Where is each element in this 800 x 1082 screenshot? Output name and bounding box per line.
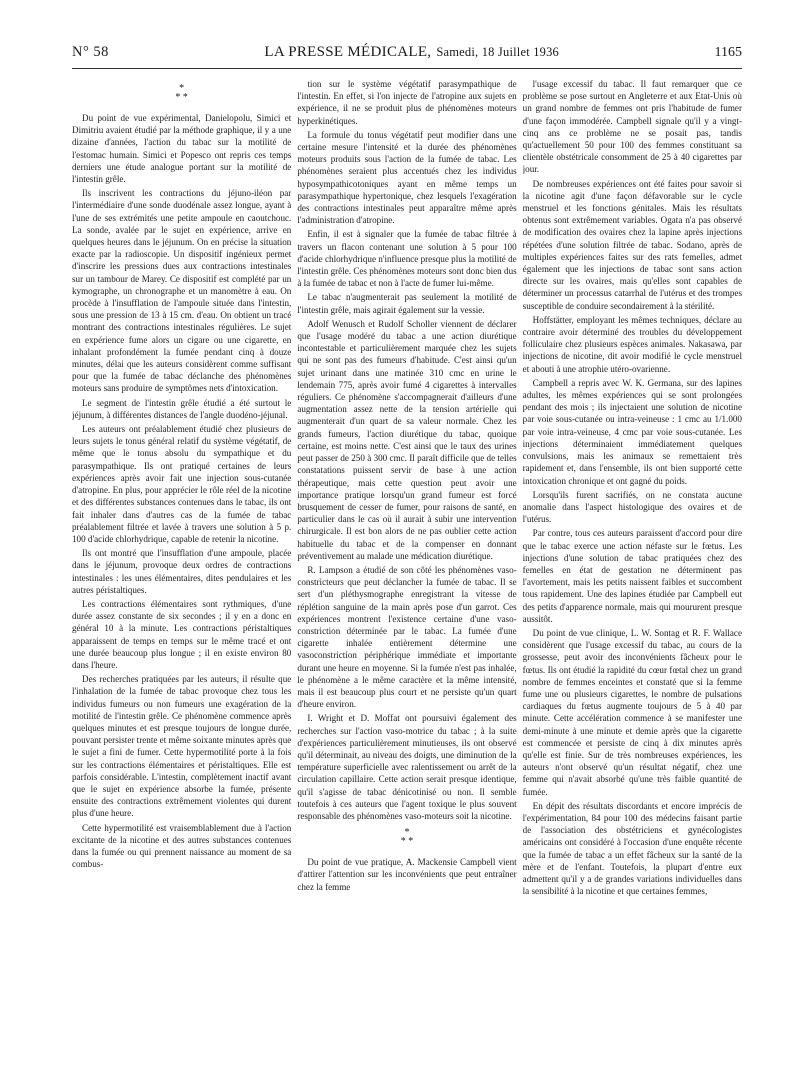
paragraph: Le tabac n'augmenterait pas seulement la motilité de l'intestin grêle, mais agirait également sur la vessie. (297, 292, 517, 315)
article-columns (72, 78, 742, 1068)
paragraph: R. Lampson a étudié de son côté les phénomènes vaso-constricteurs que peut déclancher la fumée de tabac. Il se sert d'un pléthysmographe enregistrant la vitesse de réplétion sanguine de la main après pose d'un garrot. Ces expériences montrent l'existence certaine d'une vaso-constriction déterminée par le tabac. La fumée d'une cigarette inhalée entièrement détermine une vasoconstriction périphérique immédiate et importante durant une heure en moyenne. Si la fumée n'est pas inhalée, le phénomène a le même caractère et la même intensité, mais il est beaucoup plus court et ne persiste qu'un quart d'heure environ. (297, 564, 517, 710)
paragraph: Ils inscrivent les contractions du jéjuno-iléon par l'intermédiaire d'une sonde duodénale assez longue, ayant à l'une de ses extrémités une petite ampoule en caoutchouc. La sonde, avalée par le sujet en expérience, arrive en quelques heures dans le jéjunum. On en précise la situation exacte par la radioscopie. Un dispositif ingénieux permet d'inscrire les pressions dues aux contractions intestinales sur un tambour de Marey. Ce dispositif est complété par un kymographe, un chronographe et un manomètre à eau. On procède à l'insufflation de l'ampoule située dans l'intestin, sous une pression de 13 à 15 cm. d'eau. On obtient un tracé montrant des contractions intestinales régulières. Le sujet en expérience fume alors un cigare ou une cigarette, en inhalant profondément la fumée pendant cinq à douze minutes, délai que les auteurs considèrent comme suffisant pour que la fumée de tabac déclanche des phénomènes moteurs sans produire de symptômes nets d'intoxication. (72, 188, 292, 394)
paragraph: Du point de vue expérimental, Danielopolu, Simici et Dimitriu avaient étudié par la méthode graphique, il y a une dizaine d'années, l'action du tabac sur la motilité de l'estomac humain. Simici et Popesco ont repris ces temps derniers une étude analogue portant sur la motilité de l'intestin grêle. (72, 113, 292, 185)
section-separator (297, 828, 516, 846)
column-2 (297, 78, 516, 1068)
paragraph: tion sur le système végétatif parasympathique de l'intestin. En effet, si l'on injecte de l'atropine aux sujets en expérience, il ne se produit plus de phénomènes moteurs hyperkinétiques. (297, 79, 517, 126)
paragraph: Lorsqu'ils furent sacrifiés, on ne constata aucune anomalie dans l'aspect histologique des ovaires et de l'utérus. (522, 489, 742, 525)
journal-title-line (264, 44, 559, 61)
paragraph: Hoffstätter, employant les mêmes techniques, déclare au contraire avoir déterminé des troubles du développement folliculaire chez plusieurs espèces animales. Nakasawa, par injections de nicotine, dit avoir modifié le cycle menstruel et abouti à une atrophie utéro-ovarienne. (522, 314, 742, 374)
issue-number: N° 58 (72, 44, 109, 60)
paragraph: Ils ont montré que l'insufflation d'une ampoule, placée dans le jéjunum, provoque deux ordres de contractions intestinales : les unes élémentaires, dites pendulaires et les autres péristaltiques. (72, 548, 292, 595)
paragraph: Des recherches pratiquées par les auteurs, il résulte que l'inhalation de la fumée de tabac provoque chez tous les individus fumeurs ou non fumeurs une exagération de la motilité de l'intestin grêle. Ce phénomène commence après quelques minutes et est presque toujours de longue durée, pouvant persister trente et même soixante minutes après que le sujet a fini de fumer. Cette hypermotilité porte à la fois sur les contractions élémentaires et péristaltiques. Elle est parfois considérable. L'intestin, complètement inactif avant que le sujet en expérience absorbe la fumée, présente ensuite des contractions extrêmement violentes qui durent plus d'une heure. (72, 674, 292, 819)
page-number: 1165 (714, 45, 742, 60)
paragraph: La formule du tonus végétatif peut modifier dans une certaine mesure l'intensité et la durée des phénomènes moteurs produits sous l'action de la fumée de tabac. Les phénomènes seraient plus accentués chez les individus hyposympathicotoniques ayant en même temps un parasympathique hypertonique, chez lesquels l'exagération des contractions intestinales peut apparaître même après l'administration d'atropine. (297, 129, 517, 226)
issue-date: Samedi, 18 Juillet 1936 (436, 45, 560, 59)
column-1 (72, 78, 291, 1068)
header-rule (72, 68, 742, 69)
paragraph: Campbell a repris avec W. K. Germana, sur des lapines adultes, les mêmes expériences qui se sont prolongées pendant des mois ; ils injectaient une solution de nicotine par voie sous-cutanée ou intra-veineuse : 1 cmc au 1/1.000 par voie intra-veineuse, 4 cmc par voie sous-cutanée. Les injections déterminaient immédiatement quelques convulsions, mais les animaux se remettaient très rapidement et, dans l'ensemble, ils ont bien supporté cette intoxication chronique et ont gagné du poids. (522, 377, 742, 486)
paragraph: Du point de vue pratique, A. Mackensie Campbell vient d'attirer l'attention sur les inconvénients que peut entraîner chez la femme (297, 857, 517, 892)
column-3 (523, 78, 742, 1068)
paragraph: Du point de vue clinique, L. W. Sontag et R. F. Wallace considèrent que l'usage excessif du tabac, au cours de la grossesse, peut avoir des inconvénients fâcheux pour le fœtus. Ils ont étudié la rapidité du cœur fœtal chez un grand nombre de femmes enceintes et constaté que si la femme fume une ou plusieurs cigarettes, le nombre de pulsations cardiaques du fœtus augmente toujours de 5 à 40 par minute. Cette accélération commence à se manifester une demi-minute à une minute et demie après que la cigarette est commencée et persiste de cinq à dix minutes après qu'elle est finie. Sur de très nombreuses expériences, les auteurs n'ont observé qu'un résultat négatif, chez une femme qui n'avait absorbé qu'une très faible quantité de fumée. (522, 627, 742, 797)
paragraph: l'usage excessif du tabac. Il faut remarquer que ce problème se pose surtout en Angleterre et aux Etat-Unis où un grand nombre de femmes ont pris l'habitude de fumer d'une façon immodérée. Campbell signale qu'il y a vingt-cinq ans ce problème ne se posait pas, tandis qu'actuellement 50 pour 100 des femmes constituant sa clientèle obstétricale consomment de 25 à 40 cigarettes par jour. (522, 79, 742, 175)
journal-title: LA PRESSE MÉDICALE, (264, 44, 432, 60)
section-separator (72, 84, 291, 102)
page-header (72, 44, 742, 66)
paragraph: I. Wright et D. Moffat ont poursuivi également des recherches sur l'action vaso-motrice du tabac ; à la suite d'expériences particulièrement minutieuses, ils ont observé qu'il déterminait, au niveau des doigts, une diminution de la température superficielle avec ralentissement ou arrêt de la circulation capillaire. Cette action serait presque identique, qu'il s'agisse de tabac dénicotinisé ou non. Il semble toutefois à ces auteurs que l'agent toxique le plus souvent responsable des phénomènes vaso-moteurs soit la nicotine. (297, 713, 517, 821)
separator-star-bottom: * * (400, 836, 414, 848)
paragraph: Enfin, il est à signaler que la fumée de tabac filtrée à travers un flacon contenant une solution à 5 pour 100 d'acide chlorhydrique n'influence presque plus la motilité de l'intestin grêle. Ces phénomènes moteurs sont donc bien dus à la fumée de tabac et non à l'acte de fumer lui-même. (297, 229, 517, 289)
column-2-lower (297, 856, 516, 893)
separator-star-bottom: * * (175, 92, 188, 103)
paragraph: Adolf Wenusch et Rudolf Scholler viennent de déclarer que l'usage modéré du tabac a une action diurétique incontestable et particulièrement marquée chez les sujets qui ne sont pas des fumeurs d'habitude. C'est ainsi qu'un sujet urinant dans une matinée 310 cmc en urine le lendemain 775, après avoir fumé 4 cigarettes à intervalles réguliers. Ce phénomène s'accompagnerait d'ailleurs d'une augmentation assez nette de la tension artérielle qui augmenterait d'un quart de sa valeur normale. Chez les grands fumeurs, l'action diurétique du tabac, quoique certaine, est moins nette. C'est ainsi que le taux des urines peut passer de 250 à 300 cmc. Il paraît difficile que de telles constatations puissent servir de base à une action thérapeutique, mais cette question peut avoir une importance pratique lorsqu'un grand fumeur est forcé brusquement de cesser de fumer, pour raisons de santé, en particulier dans le cas où il aurait à subir une intervention chirurgicale. Il est bon alors de ne pas oublier cette action habituelle du tabac et de la compenser en donnant préventivement au malade une médication diurétique. (297, 318, 517, 561)
paragraph: Cette hypermotilité est vraisemblablement due à l'action excitante de la nicotine et des autres substances contenues dans la fumée ou qui prennent naissance au moment de sa combus- (72, 822, 292, 870)
column-2-upper (297, 78, 516, 822)
paragraph: De nombreuses expériences ont été faites pour savoir si la nicotine agit d'une façon défavorable sur le cycle menstruel et les fonctions génitales. Mais les résultats obtenus sont extrêmement variables. Ogata n'a pas observé de modification des ovaires chez la lapine après injections répétées d'une solution filtrée de tabac. Sodano, après de multiples expériences faites sur des rats femelles, admet également que les injections de tabac sont sans action directe sur les ovaires, mais qu'elles sont capables de déterminer un processus catarrhal de l'utérus et des trompes susceptible de conduire secondairement à la stérilité. (522, 178, 742, 311)
paragraph: Les auteurs ont préalablement étudié chez plusieurs de leurs sujets le tonus général relatif du système végétatif, de même que le tonus absolu du sympathique et du parasympathique. Ils ont pratiqué certaines de leurs expériences après avoir fait une injection sous-cutanée d'atropine. En plus, pour apprécier le rôle réel de la nicotine et des différentes substances contenues dans le tabac, ils ont fait inhaler dans d'autres cas de la fumée de tabac préalablement filtrée et lavée à travers une solution à 5 p. 100 d'acide chlorhydrique, capable de retenir la nicotine. (72, 424, 292, 544)
paragraph: Le segment de l'intestin grêle étudié a été surtout le jéjunum, à différentes distances de l'angle duodéno-jéjunal. (72, 397, 292, 420)
separator-star-top: * (179, 83, 185, 94)
paragraph: En dépit des résultats discordants et encore imprécis de l'expérimentation, 84 pour 100 des médecins faisant partie de l'association des obstétriciens et gynécologistes américains ont considéré à l'occasion d'une enquête récente que la fumée de tabac a un effet fâcheux sur la santé de la mère et de l'enfant. Toutefois, la plupart d'entre eux admettent qu'il y a de grandes variations individuelles dans la sensibilité à la nicotine et que certaines femmes, (522, 800, 742, 897)
paragraph: Les contractions élémentaires sont rythmiques, d'une durée assez constante de six secondes ; il y en a donc en général 10 à la minute. Les contractions péristaltiques apparaissent de temps en temps sur le même tracé et ont une durée beaucoup plus longue ; il en existe environ 80 dans l'heure. (72, 598, 292, 670)
paragraph: Par contre, tous ces auteurs paraissent d'accord pour dire que le tabac exerce une action néfaste sur le fœtus. Les injections d'une solution de tabac pratiquées chez des femelles en état de gestation ne déterminent pas l'avortement, mais les petits naissent faibles et succombent tous rapidement. Une des lapines étudiée par Campbell eut des petits d'apparence normale, mais qui moururent presque aussitôt. (522, 528, 742, 624)
separator-star-top: * (404, 827, 410, 839)
